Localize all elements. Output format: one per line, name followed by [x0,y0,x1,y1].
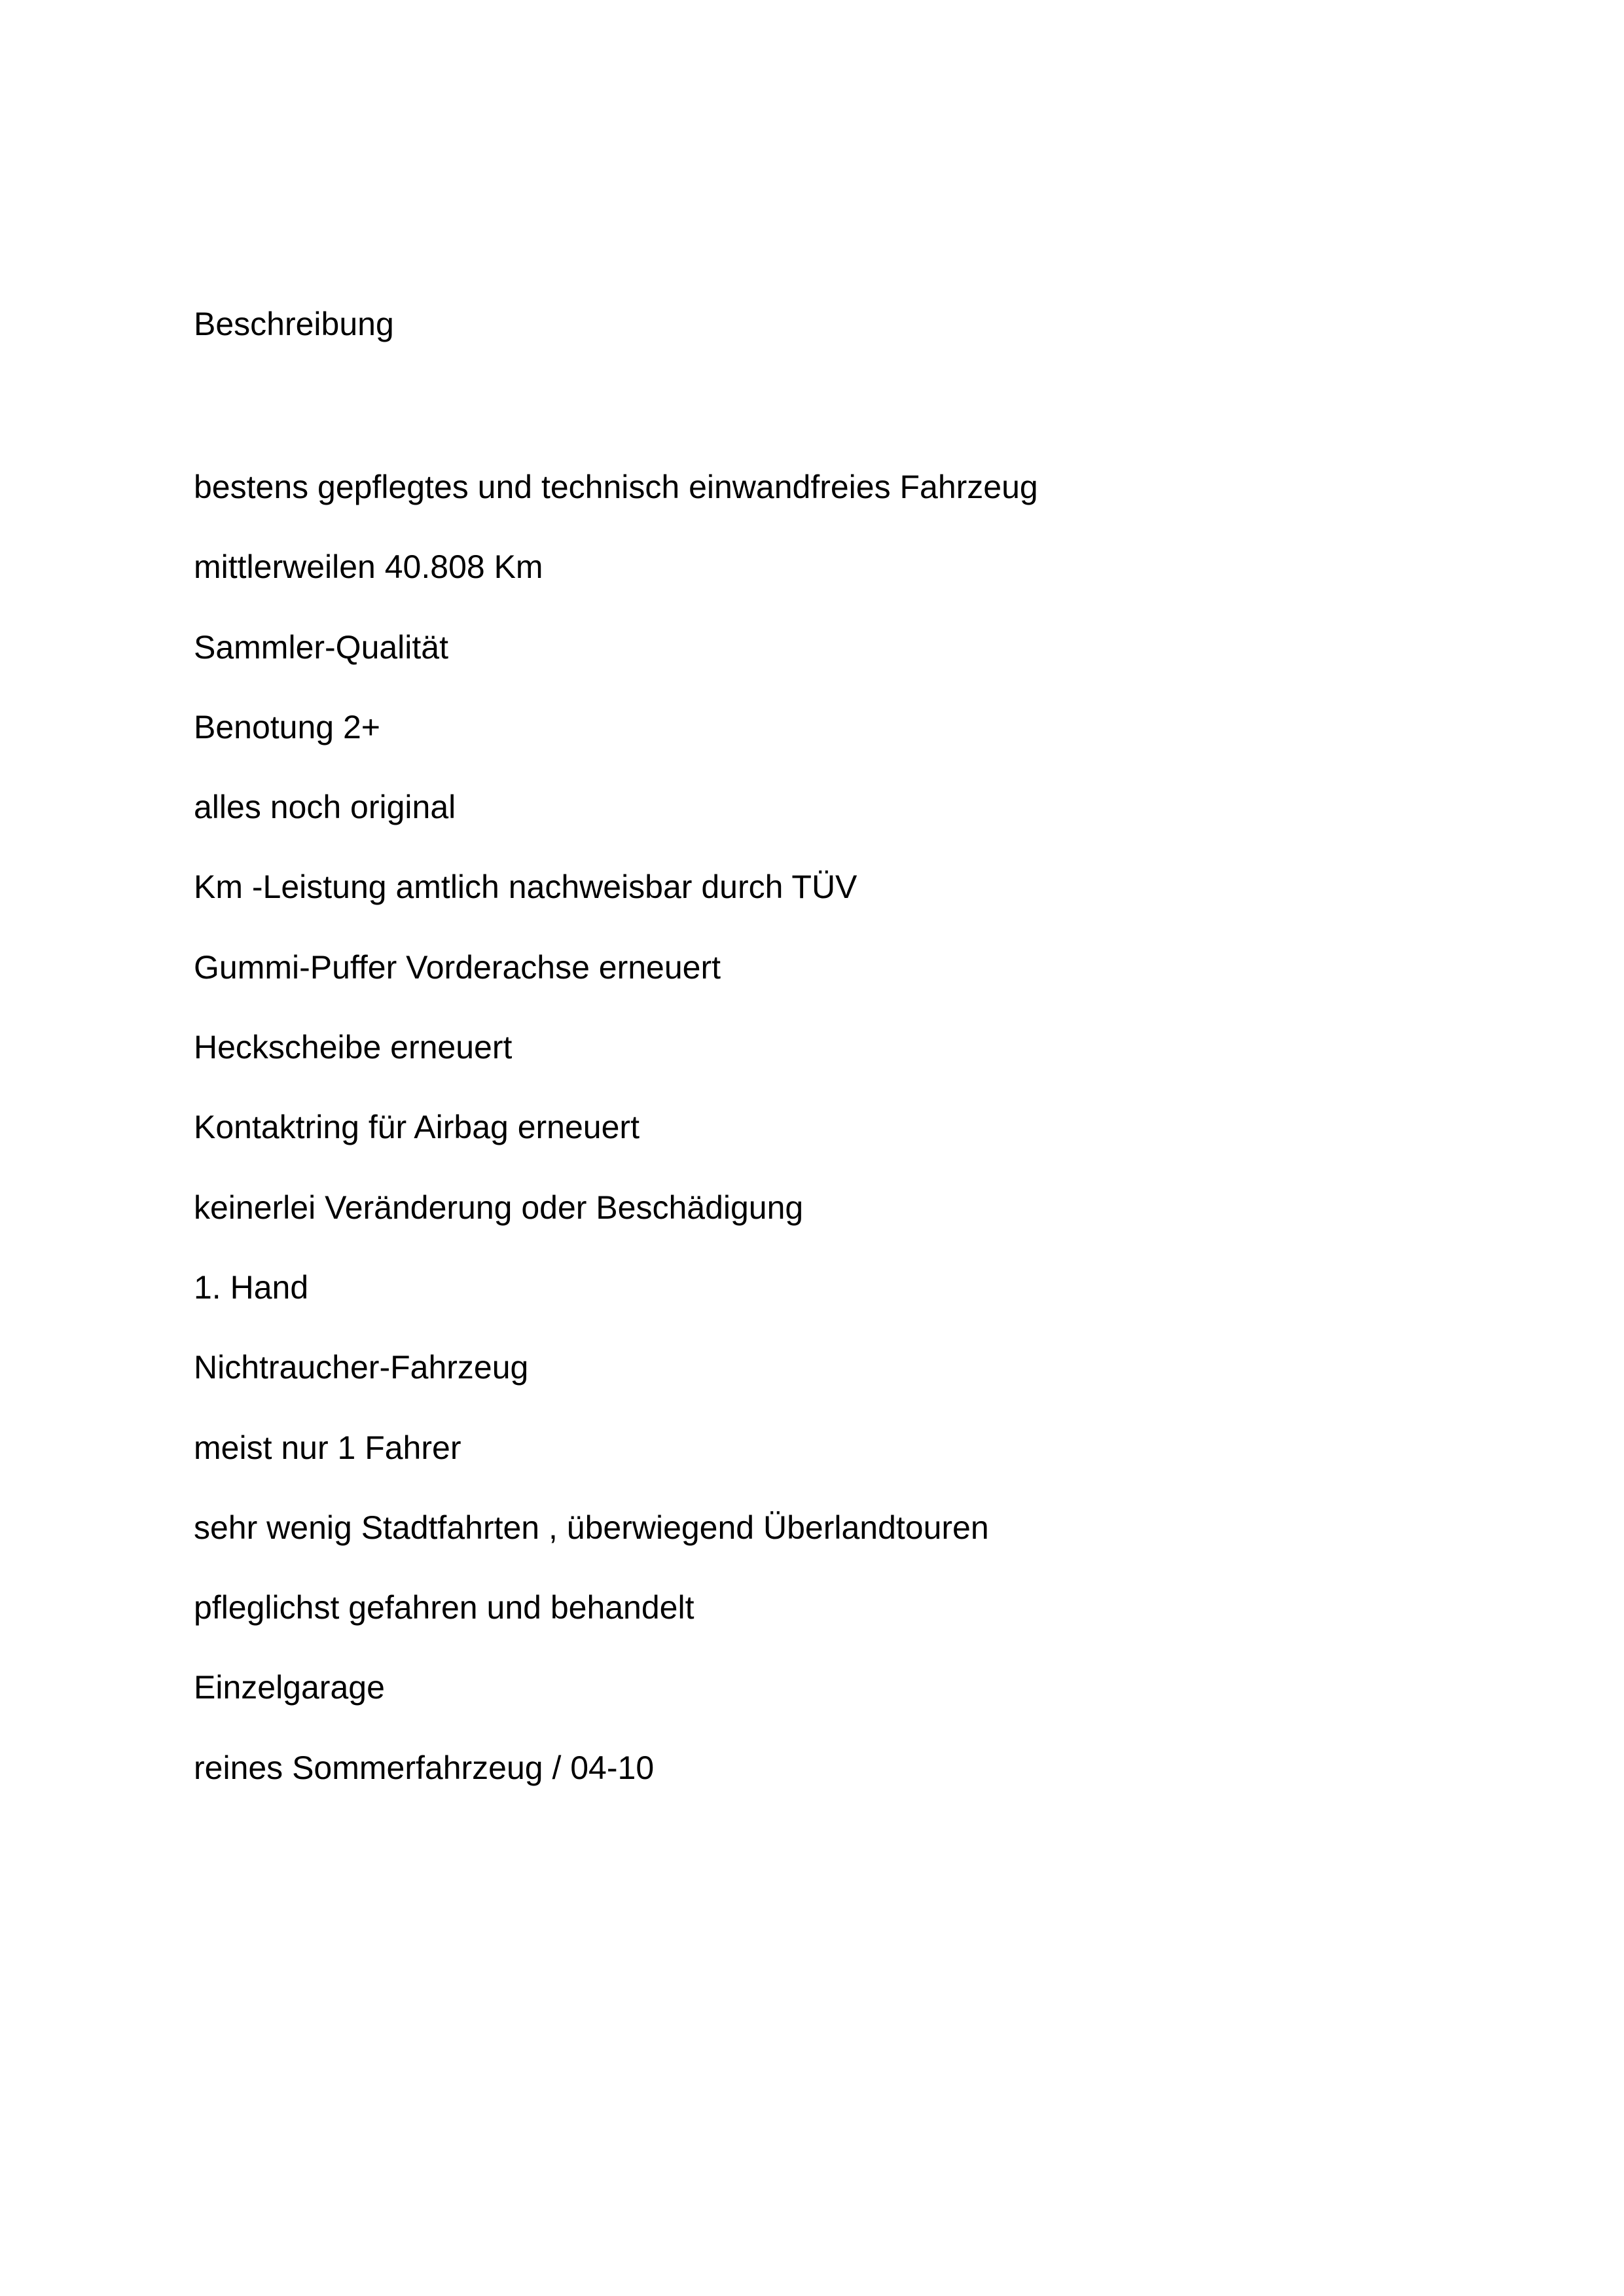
description-line: sehr wenig Stadtfahrten , überwiegend Überlandtouren [194,1509,989,1546]
description-line: Kontaktring für Airbag erneuert [194,1109,640,1146]
description-line: meist nur 1 Fahrer [194,1429,461,1466]
description-line: Einzelgarage [194,1669,385,1706]
description-list [194,464,1038,1825]
document-heading: Beschreibung [194,306,394,342]
description-line: Benotung 2+ [194,708,380,745]
description-line: mittlerweilen 40.808 Km [194,548,543,586]
description-line: alles noch original [194,789,456,826]
description-line: Sammler-Qualität [194,628,448,666]
description-line: Heckscheibe erneuert [194,1029,513,1066]
description-line: Nichtraucher-Fahrzeug [194,1349,529,1386]
description-line: reines Sommerfahrzeug / 04-10 [194,1749,655,1786]
description-line: bestens gepflegtes und technisch einwandfreies Fahrzeug [194,469,1038,505]
description-line: 1. Hand [194,1268,309,1306]
description-line: pfleglichst gefahren und behandelt [194,1589,695,1626]
description-line: Km -Leistung amtlich nachweisbar durch TÜV [194,869,857,906]
description-line: keinerlei Veränderung oder Beschädigung [194,1189,804,1226]
description-line: Gummi-Puffer Vorderachse erneuert [194,948,721,986]
